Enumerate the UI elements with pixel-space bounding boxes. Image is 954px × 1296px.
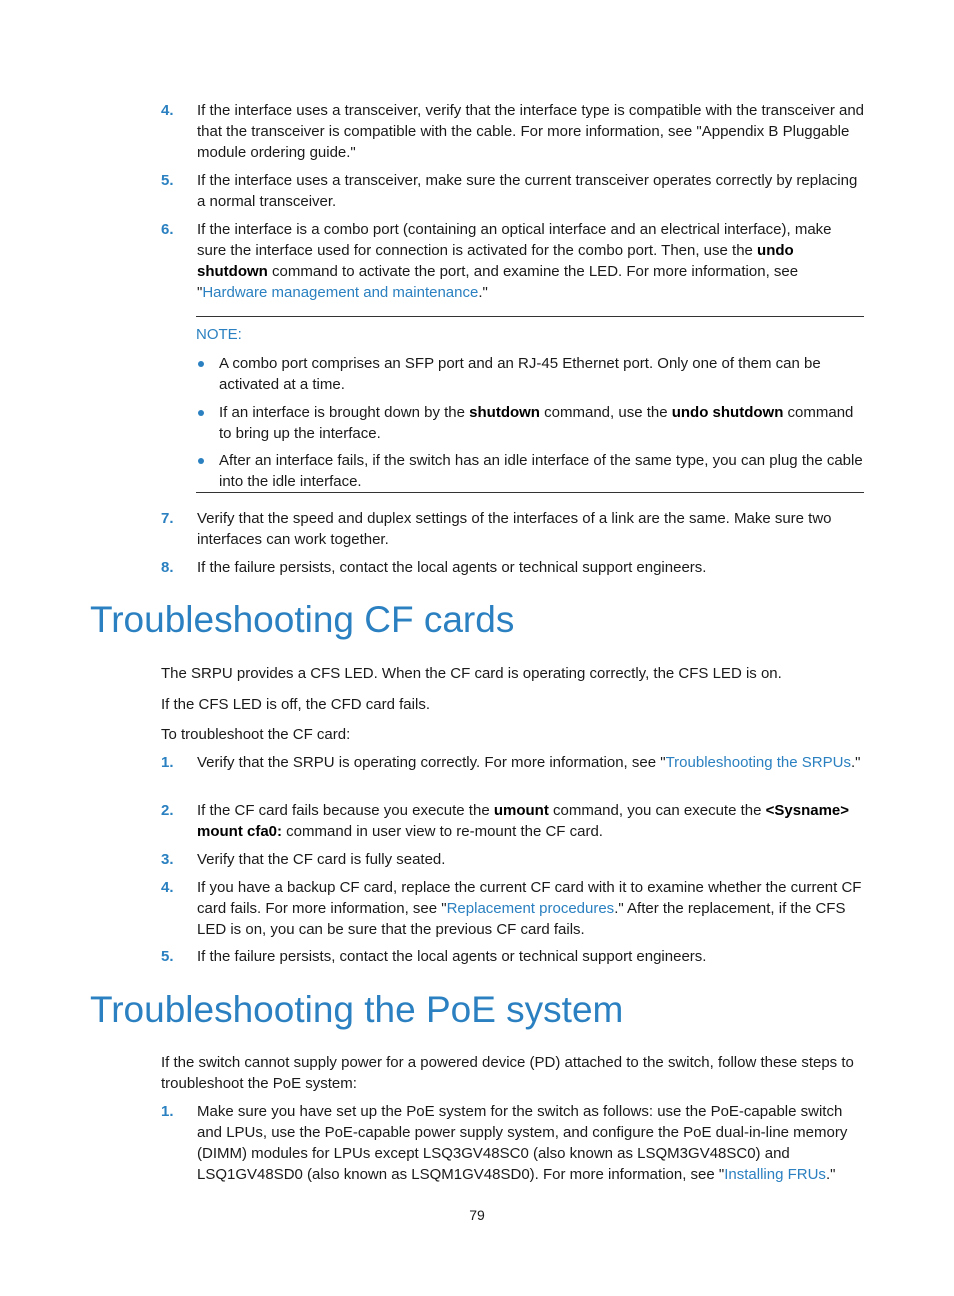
step-number: 4. [161,102,174,119]
hardware-management-link[interactable]: Hardware management and maintenance [202,284,479,301]
step-number: 6. [161,221,174,238]
step-text [197,800,864,842]
step-4 [161,100,864,163]
bullet-icon [198,458,204,464]
text-segment: Make sure you have set up the PoE system for the switch as follows: use the PoE-capable switch and LPUs, use the PoE-capable power supply system, and configure the PoE dual-in-line memory (DIMM) modules for LPUs except LSQ3GV48SC0 (also known as LSQM3GV48SC0) and LSQ1GV48SD0 (also known as LSQM1GV48SD0). For more information, see " [197,1103,848,1183]
text-segment: command, you can execute the [548,802,766,819]
text-segment: If the CF card fails because you execute the [197,802,494,819]
step-8 [161,557,864,578]
text-segment: Verify that the SRPU is operating correctly. For more information, see " [197,754,666,771]
command-keyword: shutdown [469,404,540,421]
paragraph: If the switch cannot supply power for a powered device (PD) attached to the switch, follow these steps to troubleshoot the PoE system: [161,1054,854,1092]
text-segment: ." [825,1166,836,1183]
step-text: If the failure persists, contact the local agents or technical support engineers. [197,559,707,576]
text-segment: ." After the replacement, if the CFS LED is on, you can be sure that the previous CF card fails. [197,900,846,938]
poe-step-1 [161,1101,864,1185]
step-text: Verify that the CF card is fully seated. [197,851,446,868]
replacement-procedures-link[interactable]: Replacement procedures [446,900,615,917]
bullet-icon [198,410,204,416]
paragraph: To troubleshoot the CF card: [161,726,351,743]
step-number: 7. [161,510,174,527]
step-7 [161,508,864,550]
command-keyword: umount [493,802,549,819]
paragraph: If the CFS LED is off, the CFD card fails. [161,696,430,713]
step-5 [161,170,864,212]
text-segment: If an interface is brought down by the [219,404,470,421]
installing-frus-link[interactable]: Installing FRUs [724,1166,826,1183]
note-bullet [196,353,864,395]
text-segment: command to bring up the interface. [219,404,854,442]
step-text [197,877,864,940]
note-label: NOTE: [196,326,242,343]
section-heading-poe-system: Troubleshooting the PoE system [90,989,624,1030]
step-text: If the interface uses a transceiver, verify that the interface type is compatible with the transceiver and that the transceiver is compatible with the cable. For more information, see "Appendix B Pluggable module ordering guide." [197,102,865,161]
paragraph: The SRPU provides a CFS LED. When the CF card is operating correctly, the CFS LED is on. [161,665,782,682]
step-text [197,752,864,773]
step-text [197,1101,864,1185]
step-number: 2. [161,802,174,819]
text-segment: command, use the [539,404,672,421]
text-segment: If the interface is a combo port (containing an optical interface and an electrical interface), make sure the interface used for connection is activated for the combo port. Then, use the [197,221,832,259]
cf-step-1 [161,752,864,773]
text-segment: command in user view to re-mount the CF card. [282,823,603,840]
text-segment: ." [850,754,861,771]
step-number: 5. [161,172,174,189]
cf-step-4 [161,877,864,940]
note-bullet [196,402,864,444]
cf-step-3 [161,849,864,870]
troubleshooting-srpus-link[interactable]: Troubleshooting the SRPUs [665,754,851,771]
step-6 [161,219,864,303]
cf-step-2 [161,800,864,842]
text-segment: If you have a backup CF card, replace the current CF card with it to examine whether the current CF card fails. For more information, see " [197,879,862,917]
text-segment: ." [478,284,488,301]
bullet-text: After an interface fails, if the switch has an idle interface of the same type, you can plug the cable into the idle interface. [219,452,863,490]
step-number: 5. [161,948,174,965]
cf-step-5 [161,946,864,967]
step-number: 8. [161,559,174,576]
command-keyword: <Sysname> mount cfa0: [197,802,850,840]
text-segment: command to activate the port, and examine the LED. For more information, see " [197,263,799,301]
bullet-text [219,402,864,444]
step-text [197,219,864,303]
step-number: 1. [161,1103,174,1120]
step-text: If the interface uses a transceiver, make sure the current transceiver operates correctly by replacing a normal transceiver. [197,172,858,210]
step-number: 4. [161,879,174,896]
step-number: 1. [161,754,174,771]
step-text: Verify that the speed and duplex settings of the interfaces of a link are the same. Make sure two interfaces can work together. [197,510,832,548]
step-number: 3. [161,851,174,868]
bullet-text: A combo port comprises an SFP port and an RJ-45 Ethernet port. Only one of them can be activated at a time. [219,355,821,393]
note-bullet [196,450,864,492]
bullet-icon [198,361,204,367]
page-number: 79 [469,1207,485,1223]
command-keyword: undo shutdown [197,242,794,280]
command-keyword: undo shutdown [671,404,784,421]
section-heading-cf-cards: Troubleshooting CF cards [90,599,515,640]
note-box [196,316,864,493]
step-text: If the failure persists, contact the local agents or technical support engineers. [197,948,707,965]
